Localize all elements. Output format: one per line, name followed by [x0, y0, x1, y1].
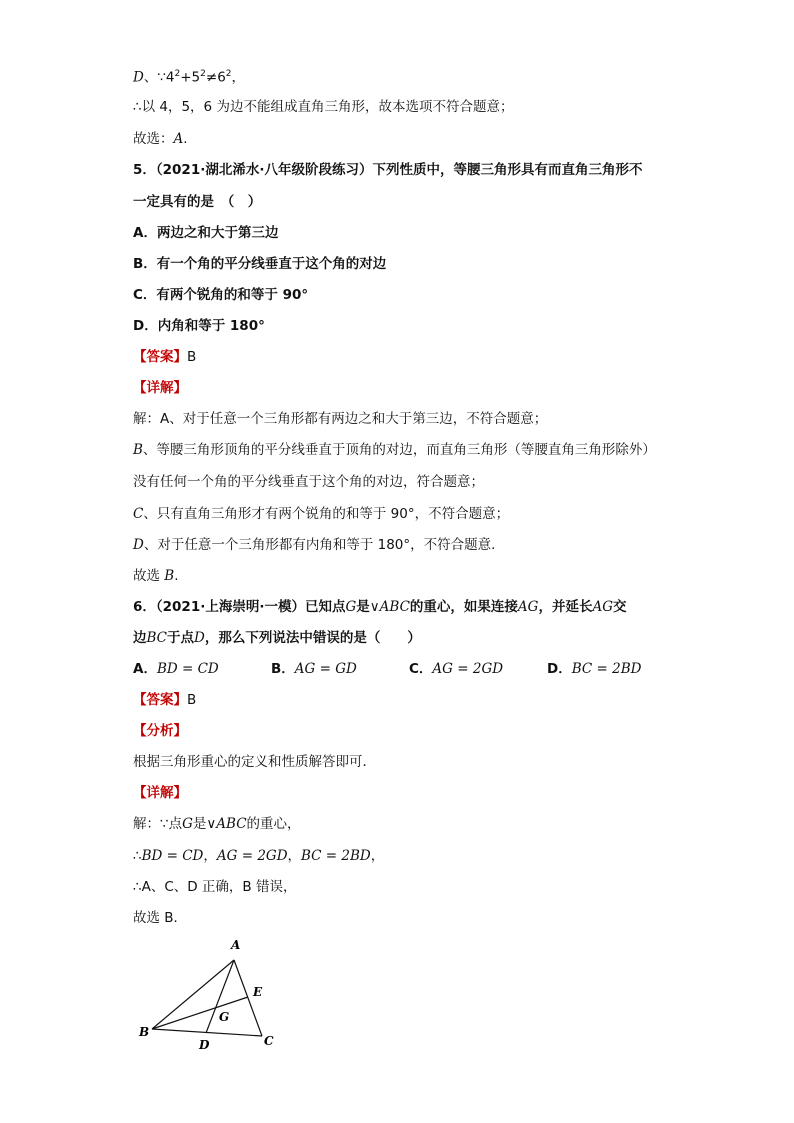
point-label-d: D	[199, 1038, 210, 1052]
vertex-label-c: C	[264, 1034, 274, 1048]
q5-solution-line: 没有任何一个角的平分线垂直于这个角的对边，符合题意；	[133, 474, 484, 490]
q6-stem-line1: 6．（2021·上海崇明·一模）已知点G是∨ABC的重心，如果连接AG，并延长AG交	[133, 599, 627, 615]
centroid-label-g: G	[219, 1010, 230, 1024]
q5-choose: 故选 B.	[133, 568, 179, 584]
q5-detail-tag: 【详解】	[133, 380, 187, 396]
prev-option-d-line: D、$\because 4^2+5^2\ne 6^2$，	[133, 69, 246, 86]
q6-solution-line1: 解：∵点G是∨ABC的重心，	[133, 816, 301, 832]
q6-detail-tag: 【详解】	[133, 785, 187, 801]
q6-analysis-tag: 【分析】	[133, 723, 187, 739]
q5-stem-line2: 一定具有的是 （ ）	[133, 194, 262, 210]
q6-option-a: A．BD = CD	[133, 661, 219, 677]
q5-stem-line1: 5．（2021·湖北浠水·八年级阶段练习）下列性质中，等腰三角形具有而直角三角形不	[133, 162, 643, 178]
prev-conclusion: ∴以 4，5，6 为边不能组成直角三角形，故本选项不符合题意；	[133, 99, 514, 115]
q6-stem-line2: 边BC于点D，那么下列说法中错误的是（ ）	[133, 630, 421, 646]
q6-solution-line3: ∴A、C、D 正确，B 错误，	[133, 879, 297, 895]
q6-option-b: B．AG = GD	[271, 661, 357, 677]
q5-option-b: B．有一个角的平分线垂直于这个角的对边	[133, 256, 387, 272]
vertex-label-a: A	[231, 938, 241, 952]
q5-option-a: A．两边之和大于第三边	[133, 225, 279, 241]
q6-answer: 【答案】B	[133, 692, 197, 708]
q5-solution-line: B、等腰三角形顶角的平分线垂直于顶角的对边，而直角三角形（等腰直角三角形除外）	[133, 442, 656, 458]
vertex-label-b: B	[139, 1025, 150, 1039]
median-be	[152, 997, 248, 1029]
point-label-e: E	[253, 985, 263, 999]
q6-option-c: C．AG = 2GD	[409, 661, 504, 677]
q5-answer: 【答案】B	[133, 349, 197, 365]
q6-analysis: 根据三角形重心的定义和性质解答即可．	[133, 754, 376, 770]
q5-solution-line: D、对于任意一个三角形都有内角和等于 180°，不符合题意.	[133, 537, 496, 553]
q6-solution-line2: ∴BD = CD，AG = 2GD，BC = 2BD，	[133, 848, 385, 864]
q5-solution-line: 解：A、对于任意一个三角形都有两边之和大于第三边，不符合题意；	[133, 411, 548, 427]
q5-option-c: C．有两个锐角的和等于 90°	[133, 287, 309, 303]
q5-option-d: D．内角和等于 180°	[133, 318, 265, 334]
prev-choose: 故选：A.	[133, 131, 188, 147]
q6-choose: 故选 B．	[133, 910, 188, 926]
q5-solution-line: C、只有直角三角形才有两个锐角的和等于 90°，不符合题意；	[133, 506, 510, 522]
q6-option-d: D．BC = 2BD	[547, 661, 642, 677]
